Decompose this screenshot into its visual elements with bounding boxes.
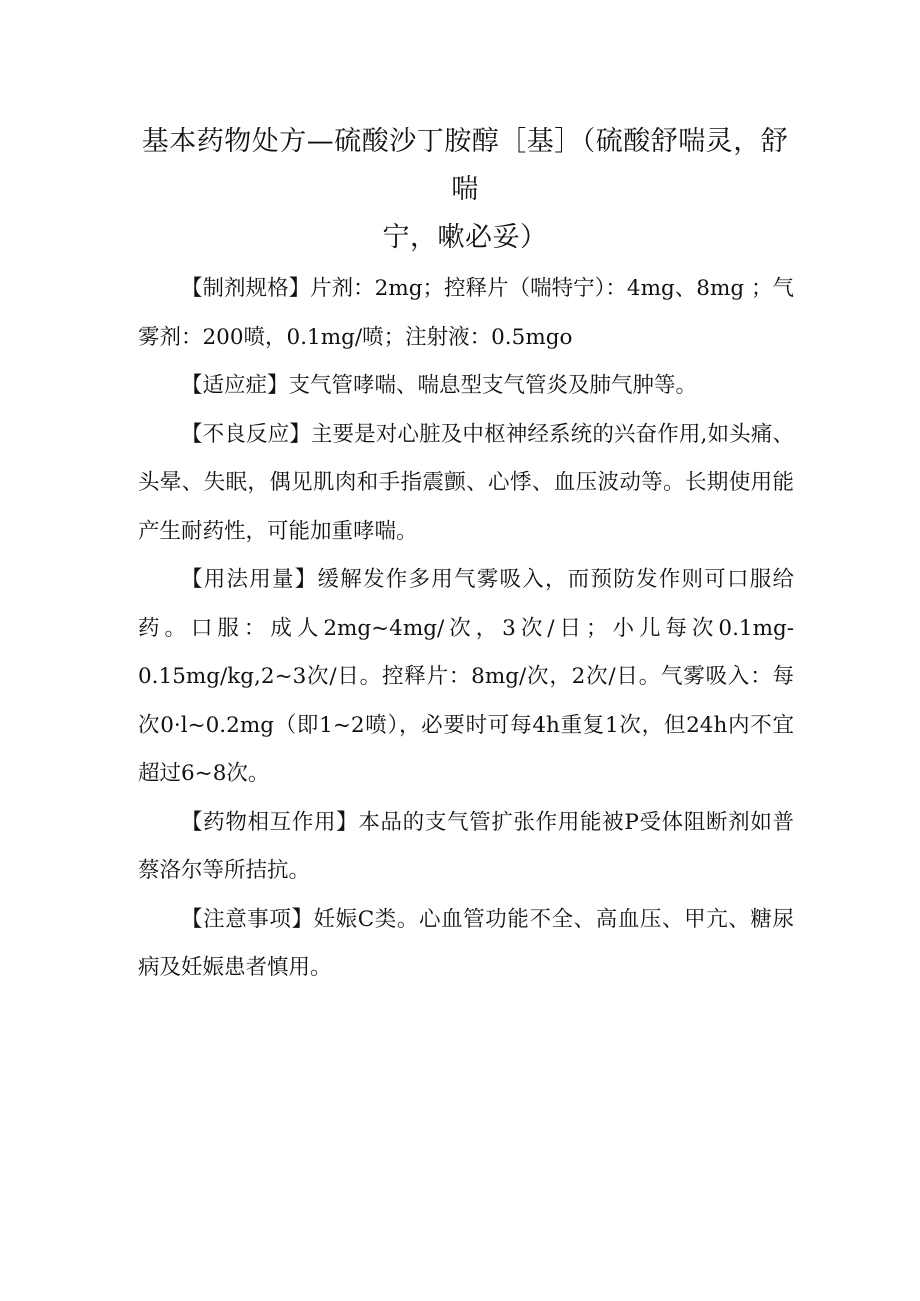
section-heading: 【制剂规格】 xyxy=(181,276,311,301)
section-text: 主要是对心脏及中枢神经系统的兴奋作用,如头痛、头晕、失眠，偶见肌肉和手指震颤、心悸、血压波动等。长期使用能产生耐药性，可能加重哮喘。 xyxy=(138,421,794,544)
section-heading: 【用法用量】 xyxy=(181,567,318,592)
section-formulation-specs xyxy=(138,265,794,362)
section-heading: 【不良反应】 xyxy=(181,421,311,447)
section-heading: 【药物相互作用】 xyxy=(181,809,359,835)
section-adverse-reactions xyxy=(138,411,794,557)
section-drug-interactions xyxy=(138,799,794,896)
title-line-1: 基本药物处方—硫酸沙丁胺醇［基］（硫酸舒喘灵，舒 xyxy=(141,126,789,157)
section-text: 片剂：2mg；控释片（喘特宁）：4mg、8mg ；气雾剂：200喷，0.1mg/喷；注射液：0.5mgo xyxy=(138,276,794,350)
section-text: 本品的支气管扩张作用能被P受体阻断剂如普蔡洛尔等所拮抗。 xyxy=(138,809,794,883)
section-indications xyxy=(138,362,794,411)
section-heading: 【注意事项】 xyxy=(181,906,314,932)
document-title xyxy=(140,118,790,262)
section-text: 妊娠C类。心血管功能不全、高血压、甲亢、糖尿病及妊娠患者慎用。 xyxy=(138,906,794,980)
section-text: 支气管哮喘、喘息型支气管炎及肺气肿等。 xyxy=(288,373,698,398)
section-precautions xyxy=(138,896,794,993)
section-heading: 【适应症】 xyxy=(181,373,289,398)
title-line-3: 宁，嗽必妥） xyxy=(382,222,548,253)
section-text: 缓解发作多用气雾吸入，而预防发作则可口服给药。口服：成人2mg~4mg/次，3次/日；小儿每次0.1mg-0.15mg/kg,2~3次/日。控释片：8mg/次，2次/日。气雾吸入：每次0·l~0.2mg（即1~2喷），必要时可每4h重复1次，但24h内不宜超过6~8次。 xyxy=(138,567,794,786)
section-dosage-administration xyxy=(138,556,794,799)
document-body xyxy=(138,265,794,993)
title-line-2: 喘 xyxy=(451,174,479,205)
